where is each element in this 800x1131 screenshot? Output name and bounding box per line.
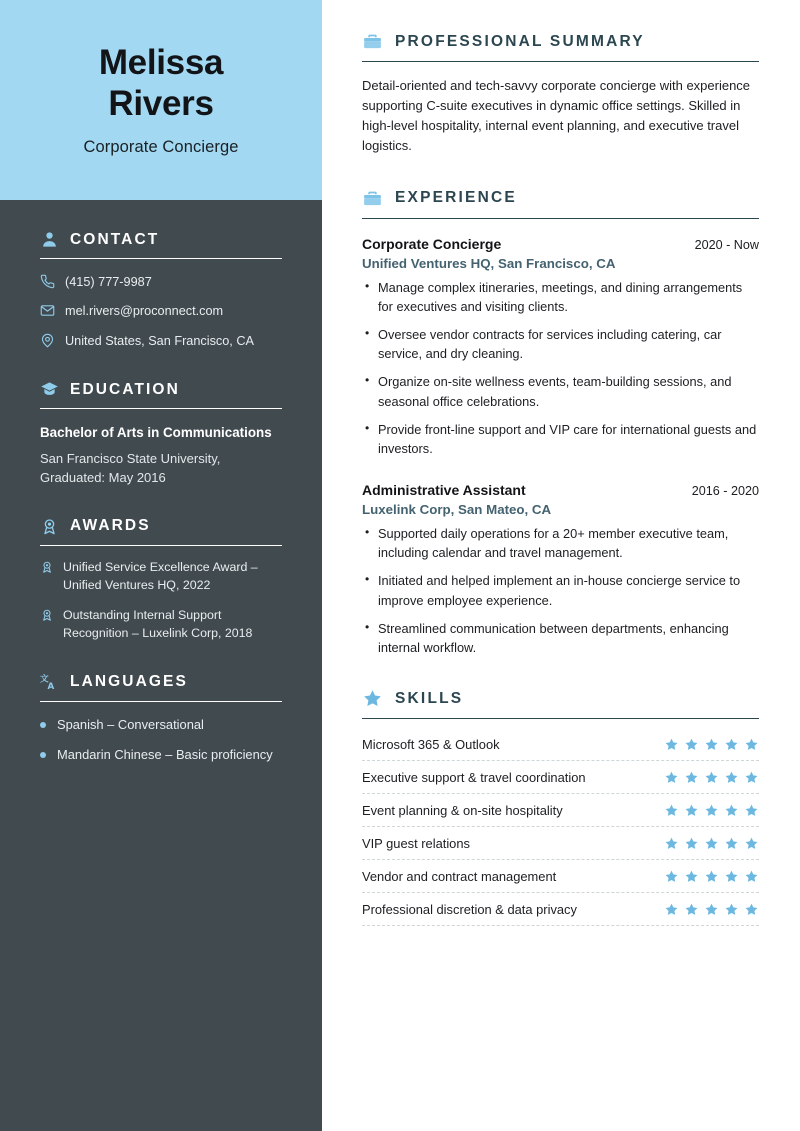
awards-divider	[40, 545, 282, 546]
experience-bullet: • Initiated and helped implement an in-house concierge service to improve employee experience.	[362, 571, 759, 609]
summary-text: Detail-oriented and tech-savvy corporate concierge with experience supporting C-suite executives in dynamic office settings. Skilled in high-level hospitality, internal event planning, and executive travel logistics.	[362, 78, 751, 154]
languages-list	[40, 716, 282, 764]
phone-icon	[40, 274, 55, 289]
star-icon	[724, 803, 739, 818]
star-icon	[684, 869, 699, 884]
experience-entry	[362, 236, 759, 459]
skill-name: Microsoft 365 & Outlook	[362, 737, 500, 753]
awards-list	[40, 559, 282, 643]
experience-bullet: • Manage complex itineraries, meetings, and dining arrangements for executives and visiting clients.	[362, 278, 759, 316]
education-heading	[40, 380, 282, 399]
summary-heading-label: PROFESSIONAL SUMMARY	[395, 32, 645, 50]
skill-rating	[664, 902, 759, 917]
skill-row	[362, 794, 759, 827]
star-icon	[744, 902, 759, 917]
star-icon	[684, 803, 699, 818]
summary-divider	[362, 61, 759, 62]
star-icon	[704, 836, 719, 851]
star-icon	[684, 836, 699, 851]
skills-heading	[362, 688, 759, 709]
translate-icon	[40, 673, 59, 692]
star-icon	[664, 737, 679, 752]
star-icon	[744, 836, 759, 851]
skill-rating	[664, 737, 759, 752]
star-icon	[362, 688, 383, 709]
sidebar	[0, 0, 322, 1131]
last-name: Rivers	[108, 84, 214, 123]
awards-heading	[40, 517, 282, 536]
languages-heading	[40, 673, 282, 692]
star-icon	[724, 902, 739, 917]
experience-bullet: • Oversee vendor contracts for services including catering, car service, and dry cleaning.	[362, 325, 759, 363]
contact-heading-label: CONTACT	[70, 230, 160, 248]
language-item	[40, 746, 282, 764]
star-icon	[704, 869, 719, 884]
svg-text:文: 文	[40, 674, 49, 685]
star-icon	[664, 869, 679, 884]
bullet-dot-icon	[40, 752, 46, 758]
contact-email-value: mel.rivers@proconnect.com	[65, 304, 224, 319]
star-icon	[704, 803, 719, 818]
summary-heading	[362, 31, 759, 52]
star-icon	[684, 902, 699, 917]
skill-name: Vendor and contract management	[362, 869, 557, 885]
experience-entry-header	[362, 482, 759, 498]
svg-text:A: A	[47, 681, 55, 692]
skills-list	[362, 728, 759, 926]
education-heading-label: EDUCATION	[70, 380, 180, 398]
job-role: Corporate Concierge	[83, 137, 239, 156]
language-item	[40, 716, 282, 734]
experience-bullet: • Streamlined communication between departments, enhancing internal workflow.	[362, 619, 759, 657]
skill-rating	[664, 836, 759, 851]
star-icon	[724, 836, 739, 851]
language-item-text: Spanish – Conversational	[57, 716, 204, 732]
star-icon	[704, 770, 719, 785]
award-medal-icon	[40, 560, 54, 574]
award-item	[40, 559, 282, 595]
person-icon	[40, 230, 59, 249]
experience-company: Unified Ventures HQ, San Francisco, CA	[362, 255, 616, 271]
experience-job-dates: 2020 - Now	[694, 237, 759, 252]
star-icon	[664, 770, 679, 785]
star-icon	[664, 836, 679, 851]
languages-heading-label: LANGUAGES	[70, 673, 188, 691]
page-title	[99, 43, 223, 125]
main-content	[322, 0, 800, 1131]
award-item-text: Unified Service Excellence Award – Unified Ventures HQ, 2022	[63, 559, 258, 592]
award-item	[40, 607, 282, 643]
star-icon	[684, 770, 699, 785]
experience-job-title: Corporate Concierge	[362, 235, 502, 252]
skill-row	[362, 827, 759, 860]
star-icon	[724, 869, 739, 884]
skill-rating	[664, 803, 759, 818]
location-pin-icon	[40, 333, 55, 348]
first-name: Melissa	[98, 43, 224, 83]
award-item-text: Outstanding Internal Support Recognition – Luxelink Corp, 2018	[63, 607, 253, 640]
skill-row	[362, 761, 759, 794]
skill-row	[362, 728, 759, 761]
contact-phone[interactable]	[40, 273, 282, 291]
contact-divider	[40, 258, 282, 259]
skill-name: Professional discretion & data privacy	[362, 902, 577, 918]
education-divider	[40, 408, 282, 409]
contact-email[interactable]	[40, 302, 282, 320]
award-medal-icon	[40, 517, 59, 536]
experience-entry	[362, 482, 759, 657]
section-languages	[0, 673, 322, 764]
section-awards	[0, 517, 322, 643]
education-school: San Francisco State University, Graduated: May 2016	[40, 450, 221, 485]
awards-heading-label: AWARDS	[70, 517, 151, 535]
skills-divider	[362, 718, 759, 719]
star-icon	[744, 869, 759, 884]
briefcase-icon	[362, 188, 383, 209]
experience-heading-label: EXPERIENCE	[395, 189, 517, 207]
star-icon	[744, 737, 759, 752]
briefcase-icon	[362, 31, 383, 52]
experience-company: Luxelink Corp, San Mateo, CA	[362, 502, 552, 518]
languages-divider	[40, 701, 282, 702]
star-icon	[724, 737, 739, 752]
experience-divider	[362, 218, 759, 219]
email-icon	[40, 303, 55, 318]
experience-entry-header	[362, 236, 759, 252]
contact-phone-value: (415) 777-9987	[65, 275, 152, 289]
experience-bullet: • Provide front-line support and VIP care for international guests and investors.	[362, 420, 759, 458]
contact-list	[40, 273, 282, 350]
language-item-text: Mandarin Chinese – Basic proficiency	[57, 746, 273, 762]
section-contact	[0, 230, 322, 350]
skills-heading-label: SKILLS	[395, 689, 464, 707]
experience-job-title: Administrative Assistant	[362, 482, 526, 499]
star-icon	[704, 902, 719, 917]
experience-bullets	[362, 524, 759, 657]
contact-heading	[40, 230, 282, 249]
experience-job-dates: 2016 - 2020	[691, 484, 759, 499]
experience-heading	[362, 188, 759, 209]
star-icon	[724, 770, 739, 785]
star-icon	[664, 803, 679, 818]
experience-bullet: • Organize on-site wellness events, team-building sessions, and seasonal office celebrations.	[362, 372, 759, 410]
star-icon	[684, 737, 699, 752]
skill-rating	[664, 770, 759, 785]
contact-location-value: United States, San Francisco, CA	[65, 333, 254, 348]
star-icon	[704, 737, 719, 752]
skill-name: VIP guest relations	[362, 836, 470, 852]
section-skills	[362, 688, 759, 926]
award-medal-icon	[40, 608, 54, 622]
star-icon	[744, 770, 759, 785]
skill-name: Event planning & on-site hospitality	[362, 803, 563, 819]
star-icon	[664, 902, 679, 917]
bullet-dot-icon	[40, 722, 46, 728]
skill-row	[362, 860, 759, 893]
section-education	[0, 380, 322, 487]
graduation-cap-icon	[40, 380, 59, 399]
skill-row	[362, 893, 759, 926]
section-experience	[362, 188, 759, 658]
skill-rating	[664, 869, 759, 884]
contact-location[interactable]	[40, 332, 282, 350]
experience-bullets	[362, 278, 759, 459]
skill-name: Executive support & travel coordination	[362, 770, 586, 786]
education-degree: Bachelor of Arts in Communications	[40, 425, 272, 441]
name-card	[0, 0, 322, 200]
experience-bullet: • Supported daily operations for a 20+ member executive team, including calendar and travel management.	[362, 524, 759, 562]
section-professional-summary	[362, 31, 759, 157]
star-icon	[744, 803, 759, 818]
